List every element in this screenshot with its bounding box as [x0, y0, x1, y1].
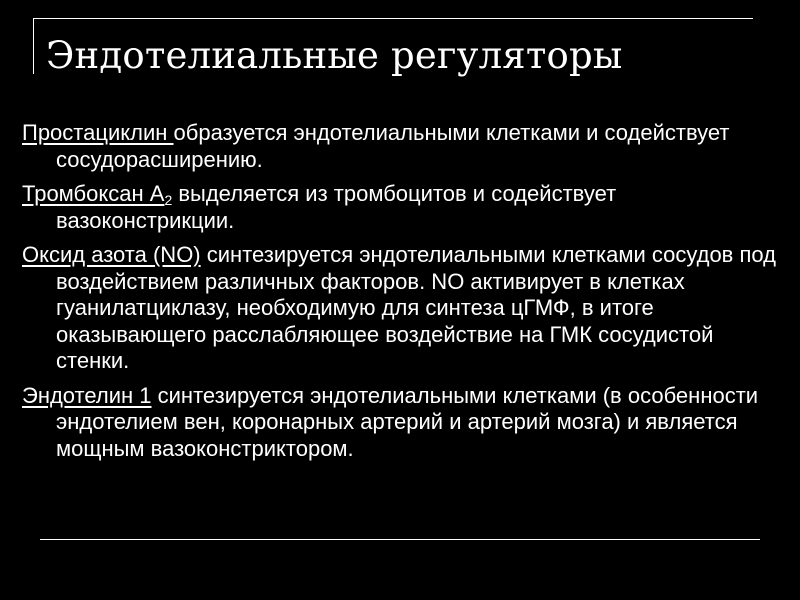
paragraph-text-thromboxane: выделяется из тромбоцитов и содействует вазоконстрикции. [56, 181, 617, 233]
paragraph-prostacyclin [22, 120, 782, 173]
term-endothelin: Эндотелин 1 [22, 382, 152, 408]
paragraph-endothelin [22, 383, 782, 463]
paragraph-nitric-oxide [22, 242, 782, 375]
slide-body [22, 120, 782, 470]
term-thromboxane-label: Тромбоксан А [22, 181, 165, 206]
title-frame-top-line [33, 18, 753, 19]
paragraph-text-endothelin: синтезируется эндотелиальными клетками (в особенности эндотелием вен, коронарных артерий и артерий мозга) и является мощным вазоконстриктором. [56, 382, 759, 461]
paragraph-thromboxane [22, 181, 782, 234]
title-frame-left-line [33, 18, 34, 74]
term-thromboxane-subscript: 2 [164, 192, 173, 208]
term-nitric-oxide: Оксид азота (NO) [22, 242, 201, 267]
paragraph-text-nitric-oxide: синтезируется эндотелиальными клетками сосудов под воздействием различных факторов. NO активирует в клетках гуанилатциклазу, необходимую для синтеза цГМФ, в итоге оказывающего расслабляющее воздействие на ГМК сосудистой стенки. [56, 242, 776, 373]
term-prostacyclin: Простациклин [22, 120, 174, 145]
slide-title: Эндотелиальные регуляторы [46, 34, 623, 77]
bottom-divider-line [40, 539, 760, 540]
paragraph-text-prostacyclin: образуется эндотелиальными клетками и содействует сосудорасширению. [56, 120, 730, 172]
term-thromboxane [22, 181, 172, 206]
